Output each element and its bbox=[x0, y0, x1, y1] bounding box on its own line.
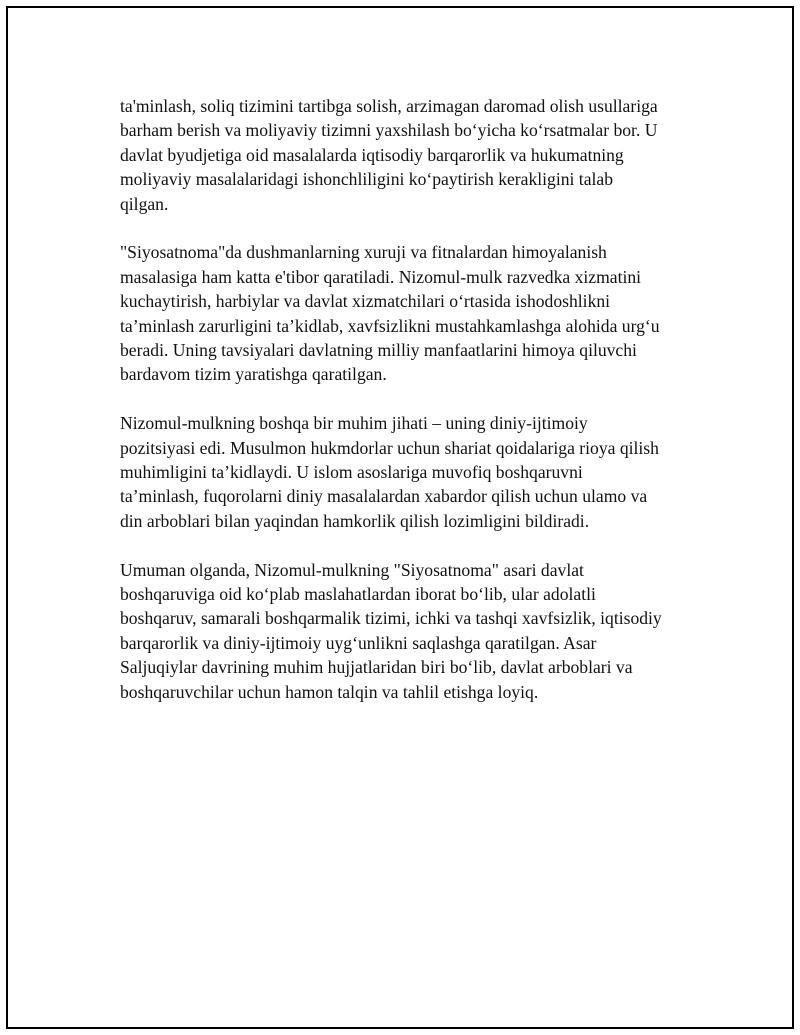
text-line: Nizomul-mulkning boshqa bir muhim jihati – uning diniy-ijtimoiy bbox=[120, 413, 588, 434]
text-line: "Siyosatnoma"da dushmanlarning xuruji va fitnalardan himoyalanish bbox=[120, 242, 607, 263]
text-line: ta'minlash, soliq tizimini tartibga solish, arzimagan daromad olish usullariga bbox=[120, 96, 658, 116]
text-line: boshqaruviga oid ko‘plab maslahatlardan iborat bo‘lib, ular adolatli bbox=[120, 584, 596, 605]
text-line: moliyaviy masalalaridagi ishonchliligini ko‘paytirish kerakligini talab bbox=[120, 169, 614, 190]
text-line: bardavom tizim yaratishga qaratilgan. bbox=[120, 364, 387, 385]
text-line: boshqaruvchilar uchun hamon talqin va tahlil etishga loyiq. bbox=[120, 681, 539, 702]
text-line: masalasiga ham katta e'tibor qaratiladi. Nizomul-mulk razvedka xizmatini bbox=[120, 266, 642, 287]
text-line: kuchaytirish, harbiylar va davlat xizmatchilari o‘rtasida ishodoshlikni bbox=[120, 291, 611, 312]
text-line: ta’minlash, fuqorolarni diniy masalalardan xabardor qilish uchun ulamo va bbox=[120, 486, 648, 507]
text-line: barham berish va moliyaviy tizimni yaxshilash bo‘yicha ko‘rsatmalar bor. U bbox=[120, 120, 658, 141]
text-line: pozitsiyasi edi. Musulmon hukmdorlar uchun shariat qoidalariga rioya qilish bbox=[120, 437, 659, 458]
text-line: Umuman olganda, Nizomul-mulkning "Siyosatnoma" asari davlat bbox=[120, 559, 584, 580]
text-line: qilgan. bbox=[120, 193, 169, 214]
page-frame bbox=[6, 6, 794, 1029]
paragraph-conclusion bbox=[120, 558, 700, 704]
paragraph-security bbox=[120, 240, 700, 386]
text-line: davlat byudjetiga oid masalalarda iqtisodiy barqarorlik va hukumatning bbox=[120, 144, 624, 165]
text-line: muhimligini ta’kidlaydi. U islom asoslariga muvofiq boshqaruvni bbox=[120, 462, 583, 483]
text-line: barqarorlik va diniy-ijtimoiy uyg‘unlikni saqlashga qaratilgan. Asar bbox=[120, 632, 597, 653]
document-body bbox=[120, 94, 700, 729]
text-line: din arboblari bilan yaqindan hamkorlik qilish lozimligini bildiradi. bbox=[120, 510, 590, 531]
text-line: ta’minlash zarurligini ta’kidlab, xavfsizlikni mustahkamlashga alohida urg‘u bbox=[120, 315, 660, 336]
text-line: beradi. Uning tavsiyalari davlatning milliy manfaatlarini himoya qiluvchi bbox=[120, 340, 637, 361]
text-line: boshqaruv, samarali boshqarmalik tizimi, ichki va tashqi xavfsizlik, iqtisodiy bbox=[120, 608, 662, 629]
text-line: Saljuqiylar davrining muhim hujjatlaridan biri bo‘lib, davlat arboblari va bbox=[120, 657, 633, 678]
paragraph-finance bbox=[120, 94, 700, 216]
paragraph-religion bbox=[120, 411, 700, 533]
